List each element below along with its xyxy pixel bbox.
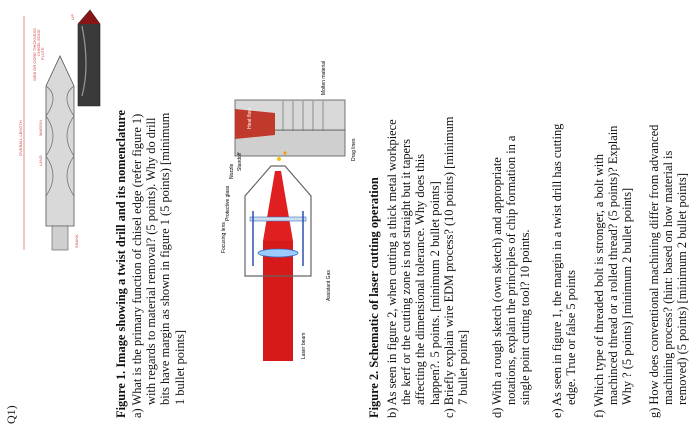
question-a (130, 8, 187, 418)
question-d-line: notations, explain the principles of chip formation in a (504, 135, 519, 405)
label-protective-glass: Protective glass (225, 185, 231, 221)
question-a-line: bits have margin as shown in figure 1 (5 points) [minimum (158, 112, 173, 405)
label-chisel-edge: CHISEL EDGE (36, 29, 41, 56)
question-e (550, 8, 578, 418)
question-e-line: e) As seen in figure 1, the margin in a twist drill has cutting (550, 123, 564, 418)
question-b-line: happen?. 5 points. [minimum 2 bullet points] (427, 181, 442, 405)
question-c-line: c) Briefly explain wire EDM process? (10 points) [minimum (442, 116, 456, 418)
question-b-line: b) As seen in figure 2, when cutting a thick metal workpiece (385, 119, 399, 418)
label-molten-material: Molten material (321, 60, 327, 95)
label-margin: MARGIN (38, 120, 43, 136)
label-flute: FLUTE (40, 47, 45, 60)
question-b (385, 8, 442, 418)
label-standoff: Standoff (237, 152, 243, 171)
label-focusing-lens: Focusing lens (221, 222, 227, 253)
label-web-thickness: WEB OR CORE THICKNESS (32, 28, 37, 81)
question-d-line: d) With a rough sketch (own sketch) and appropriate (490, 157, 504, 418)
question-a-line: a) What is the primary function of chisel edge (refer figure 1) (130, 113, 144, 418)
question-a-line: with regards to material removal? (5 points). Why do drill (144, 117, 159, 405)
question-g-line: machining process? (hint: based on how material is (661, 150, 676, 405)
question-d-line: single point cutting tool? 10 points. (518, 229, 533, 405)
question-f-line: f) Which type of threaded bolt is stronger, a bolt with (592, 154, 606, 418)
label-heat-flow: Heat flow (247, 108, 253, 129)
twist-drill-figure (16, 6, 102, 256)
question-f (592, 8, 635, 418)
question-c (442, 8, 470, 418)
question-b-line: the kerf or the cutting zone is not straight but it tapers (399, 139, 414, 405)
figure2-caption: Figure 2. Schematic of laser cutting operation (367, 177, 381, 418)
label-shank: SHANK (74, 234, 79, 248)
label-assistant-gas: Assistant Gas (326, 270, 332, 301)
question-a-line: 1 bullet points] (172, 329, 187, 405)
label-overall-length: OVERALL LENGTH (18, 120, 23, 156)
label-drag-lines: Drag lines (351, 138, 357, 161)
question-d (490, 8, 533, 418)
question-b-line: affecting the dimensional tolerance. Why does this (413, 153, 428, 405)
question-g (647, 8, 690, 418)
question-number: Q1) (4, 405, 18, 424)
question-e-line: edge. True or false 5 points (564, 270, 579, 405)
label-land: LAND (38, 155, 43, 166)
label-laser-beam: Laser beam (301, 332, 307, 359)
question-f-line: Why ? (5 points) [minimum 2 bullet points] (620, 187, 635, 405)
question-f-line: machinced thread or a rolled thread? (5 points)? Explain (606, 125, 621, 405)
question-c-line: 7 bullet points] (456, 329, 471, 405)
figure1-caption: Figure 1. Image showing a twist drill and its nomenclature (114, 110, 128, 418)
question-g-line: g) How does conventional machining differ from advanced (647, 124, 661, 418)
question-g-line: removed) (5 points) [minimum 2 bullet points] (675, 173, 690, 405)
laser-cutting-figure (205, 41, 360, 371)
label-nozzle: Nozzle (229, 163, 235, 179)
label-lip: LIP (70, 13, 75, 20)
